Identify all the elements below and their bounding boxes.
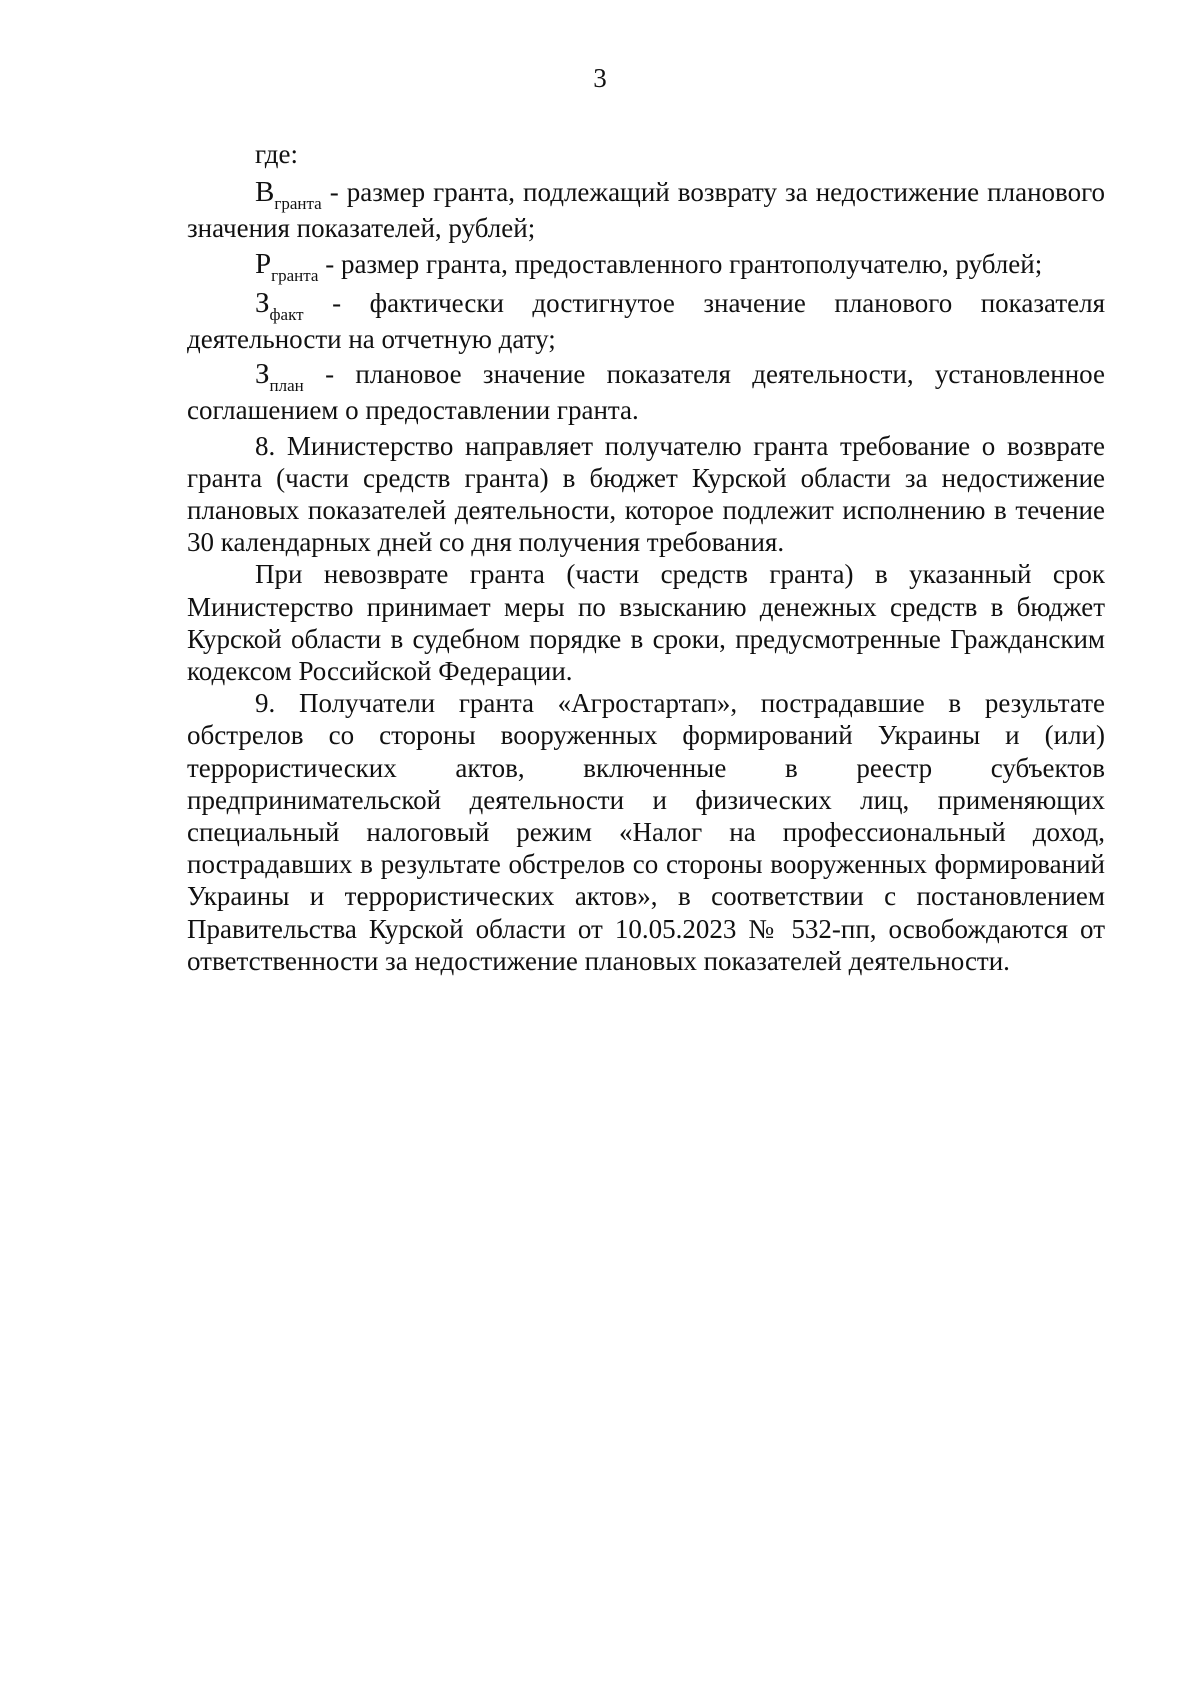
- definition-text: - плановое значение показателя деятельности, установленное соглашением о предоставлении гранта.: [187, 359, 1105, 426]
- subscript-granta: гранта: [271, 265, 319, 285]
- symbol-z: З: [255, 358, 270, 391]
- where-label: где:: [255, 139, 298, 169]
- definition-text: - фактически достигнутое значение планового показателя деятельности на отчетную дату;: [187, 287, 1105, 355]
- definition-text: - размер гранта, предоставленного грантополучателю, рублей;: [318, 248, 1043, 279]
- page-number: 3: [593, 63, 607, 93]
- definition-z-plan: [187, 358, 1105, 426]
- definition-r-granta: [187, 248, 1105, 284]
- document-body: [187, 138, 1105, 977]
- symbol-z: З: [255, 286, 270, 319]
- subscript-plan: план: [269, 376, 304, 396]
- symbol-r: Р: [255, 247, 272, 280]
- subscript-fakt: факт: [269, 304, 304, 324]
- subscript-granta: гранта: [274, 194, 322, 214]
- paragraph-8: 8. Министерство направляет получателю гранта требование о возврате гранта (части средств гранта) в бюджет Курской области за недостижение плановых показателей деятельности, которое подлежит исполнению в течение 30 календарных дней со дня получения требования.: [187, 430, 1105, 558]
- definition-v-granta: [187, 176, 1105, 244]
- paragraph-nonreturn: При невозврате гранта (части средств гранта) в указанный срок Министерство принимает меры по взысканию денежных средств в бюджет Курской области в судебном порядке в сроки, предусмотренные Гражданским кодексом Российской Федерации.: [187, 559, 1105, 687]
- definition-z-fakt: [187, 287, 1105, 355]
- paragraph-9: 9. Получатели гранта «Агростартап», пострадавшие в результате обстрелов со стороны вооруженных формирований Украины и (или) террористических актов, включенные в реестр субъектов предпринимательской деятельности и физических лиц, применяющих специальный налоговый режим «Налог на профессиональный доход, пострадавших в результате обстрелов со стороны вооруженных формирований Украины и террористических актов», в соответствии с постановлением Правительства Курской области от 10.05.2023 № 532-пп, освобождаются от ответственности за недостижение плановых показателей деятельности.: [187, 688, 1105, 976]
- definition-text: - размер гранта, подлежащий возврату за недостижение планового значения показателей, рублей;: [187, 177, 1105, 244]
- symbol-v: В: [255, 176, 275, 209]
